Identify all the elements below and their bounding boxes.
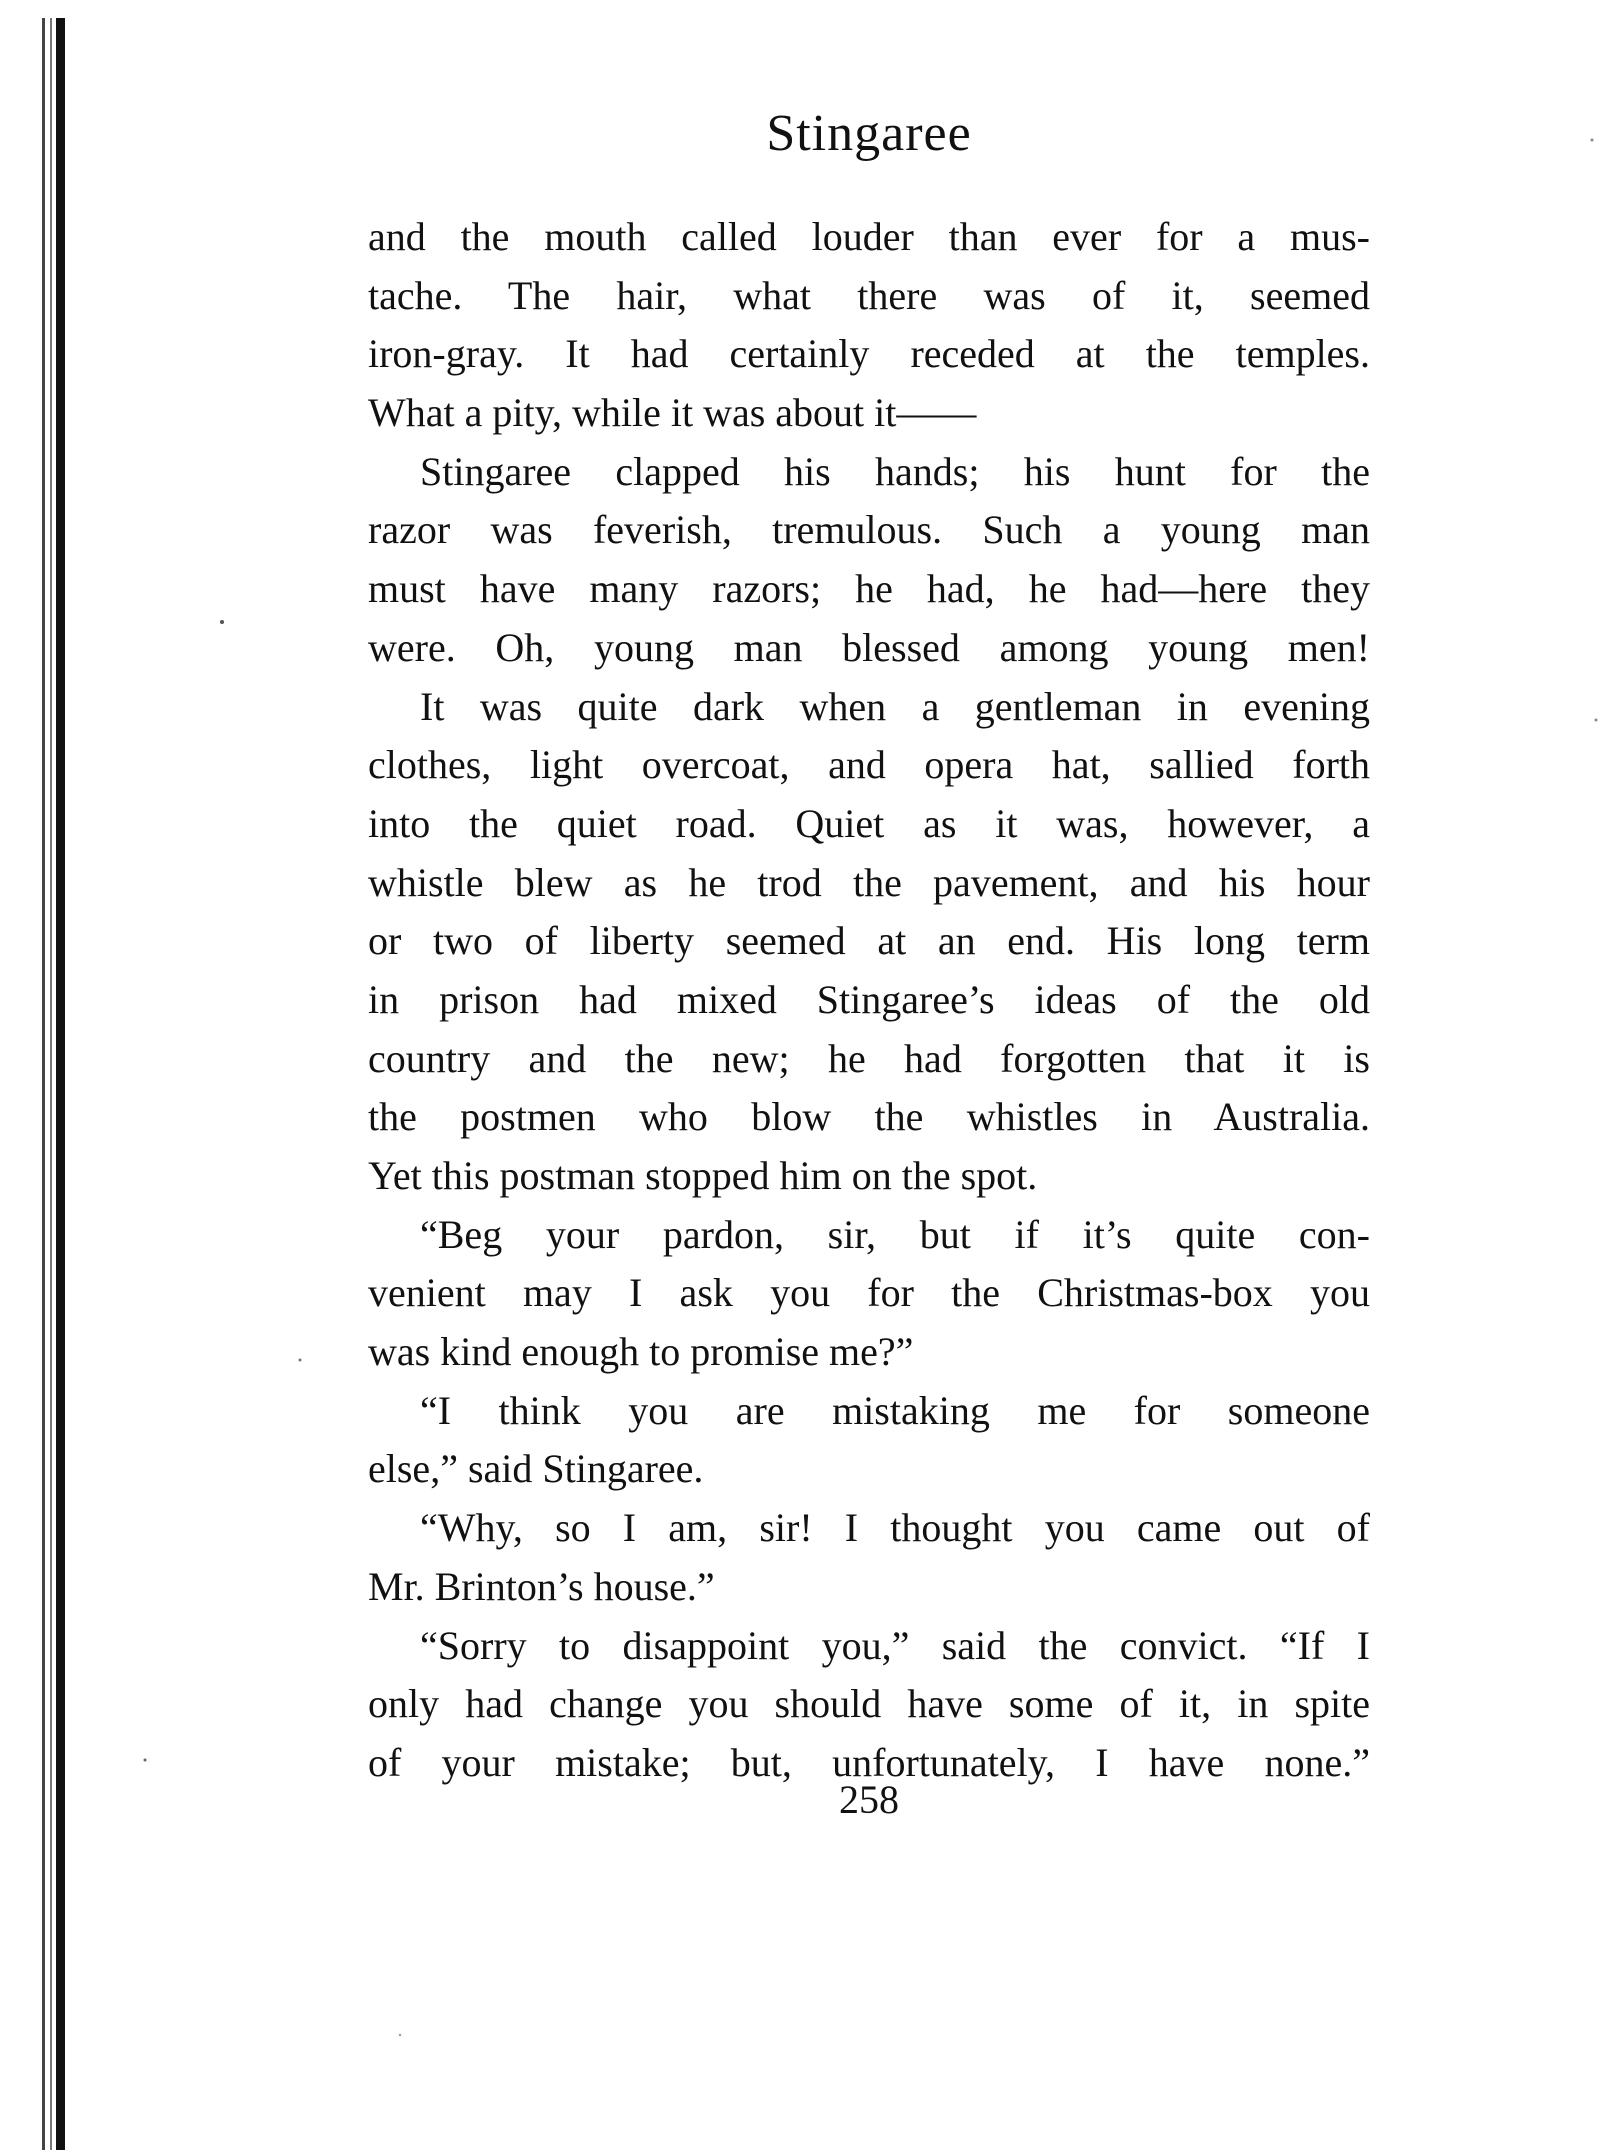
text-line: into the quiet road. Quiet as it was, however, a	[368, 800, 1370, 846]
text-line: “I think you are mistaking me for someone	[420, 1387, 1370, 1433]
text-line: only had change you should have some of it, in spite	[368, 1681, 1370, 1727]
binding-shadow-line	[50, 18, 52, 2150]
binding-edge	[38, 18, 68, 2150]
scan-speck	[299, 1359, 302, 1362]
text-line: the postmen who blow the whistles in Australia.	[368, 1094, 1370, 1140]
text-line: Mr. Brinton’s house.”	[368, 1563, 715, 1609]
text-line: must have many razors; he had, he had—here they	[368, 566, 1370, 612]
text-line: venient may I ask you for the Christmas-box you	[368, 1270, 1370, 1316]
text-line: “Beg your pardon, sir, but if it’s quite con-	[420, 1211, 1370, 1257]
body-text	[368, 208, 1370, 1793]
text-line: in prison had mixed Stingaree’s ideas of the old	[368, 976, 1370, 1022]
scan-speck	[220, 620, 224, 624]
page-number: 258	[839, 1777, 899, 1822]
text-line: razor was feverish, tremulous. Such a young man	[368, 507, 1370, 553]
text-line: What a pity, while it was about it——	[368, 390, 977, 436]
text-line: was kind enough to promise me?”	[368, 1329, 914, 1375]
scan-speck	[1595, 719, 1598, 722]
text-line: Yet this postman stopped him on the spot.	[368, 1153, 1038, 1198]
text-line: or two of liberty seemed at an end. His long term	[368, 918, 1370, 964]
text-line: whistle blew as he trod the pavement, and his hour	[368, 859, 1370, 905]
binding-gutter	[56, 18, 65, 2150]
text-line: It was quite dark when a gentleman in evening	[420, 683, 1370, 729]
text-line: “Why, so I am, sir! I thought you came out of	[420, 1505, 1370, 1551]
scan-speck	[399, 2034, 401, 2036]
text-line: and the mouth called louder than ever for a mus-	[368, 214, 1370, 259]
text-line: else,” said Stingaree.	[368, 1446, 704, 1492]
binding-shadow-line	[42, 18, 45, 2150]
text-line: of your mistake; but, unfortunately, I have none.”	[368, 1739, 1370, 1785]
text-line: Stingaree clapped his hands; his hunt for the	[420, 448, 1370, 494]
text-line: tache. The hair, what there was of it, seemed	[368, 272, 1370, 318]
running-head: Stingaree	[766, 105, 972, 162]
scan-speck	[1591, 139, 1594, 142]
scan-speck	[144, 1759, 147, 1762]
text-line: “Sorry to disappoint you,” said the convict. “If I	[420, 1622, 1370, 1668]
text-line: were. Oh, young man blessed among young men!	[368, 624, 1370, 670]
text-line: country and the new; he had forgotten that it is	[368, 1035, 1370, 1081]
text-line: clothes, light overcoat, and opera hat, sallied forth	[368, 742, 1370, 788]
text-line: iron-gray. It had certainly receded at the temples.	[368, 331, 1370, 377]
